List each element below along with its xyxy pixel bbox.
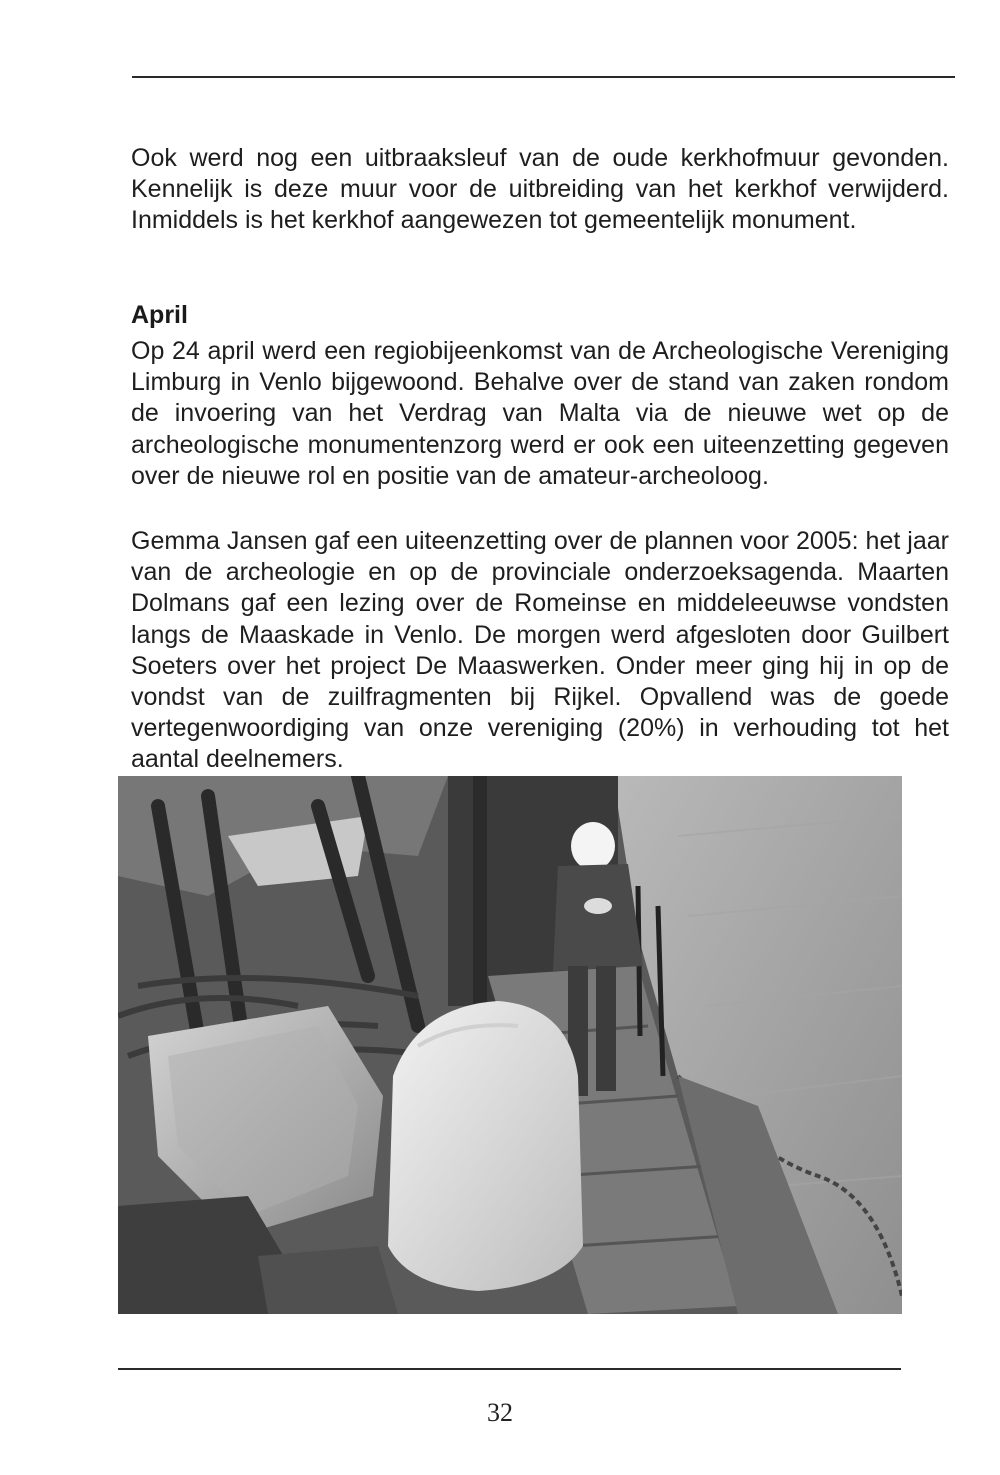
page-number: 32: [487, 1398, 513, 1427]
paragraph-kerkhofmuur: Ook werd nog een uitbraaksleuf van de oude kerkhofmuur gevonden. Kennelijk is deze muur voor de uitbreiding van het kerkhof verwijderd. Inmiddels is het kerkhof aangewezen tot gemeentelijk monument.: [131, 144, 949, 235]
paragraph-gemma-jansen: Gemma Jansen gaf een uiteenzetting over de plannen voor 2005: het jaar van de archeologie en op de provinciale onderzoeksagenda. Maarten Dolmans gaf een lezing over de Romeinse en middeleeuwse vondsten langs de Maaskade in Venlo. De morgen werd afgesloten door Guilbert Soeters over het project De Maaswerken. Onder meer ging hij in op de vondst van de zuilfragmenten bij Rijkel. Opvallend was de goede vertegenwoordiging van onze vereniging (20%) in verhouding tot het aantal deelnemers.: [131, 527, 949, 774]
top-rule: [132, 76, 955, 78]
photo-zuilfragmenten-excavation: [118, 776, 902, 1314]
paragraph-regiobijeenkomst: Op 24 april werd een regiobijeenkomst van de Archeologische Vereniging Limburg in Venlo bijgewoond. Behalve over de stand van zaken rondom de invoering van het Verdrag van Malta via de nieuwe wet op de archeologische monumentenzorg werd er ook een uiteenzetting gegeven over de nieuwe rol en positie van de amateur-archeoloog.: [131, 337, 949, 490]
bottom-rule: [118, 1368, 901, 1370]
heading-april: April: [131, 301, 188, 329]
